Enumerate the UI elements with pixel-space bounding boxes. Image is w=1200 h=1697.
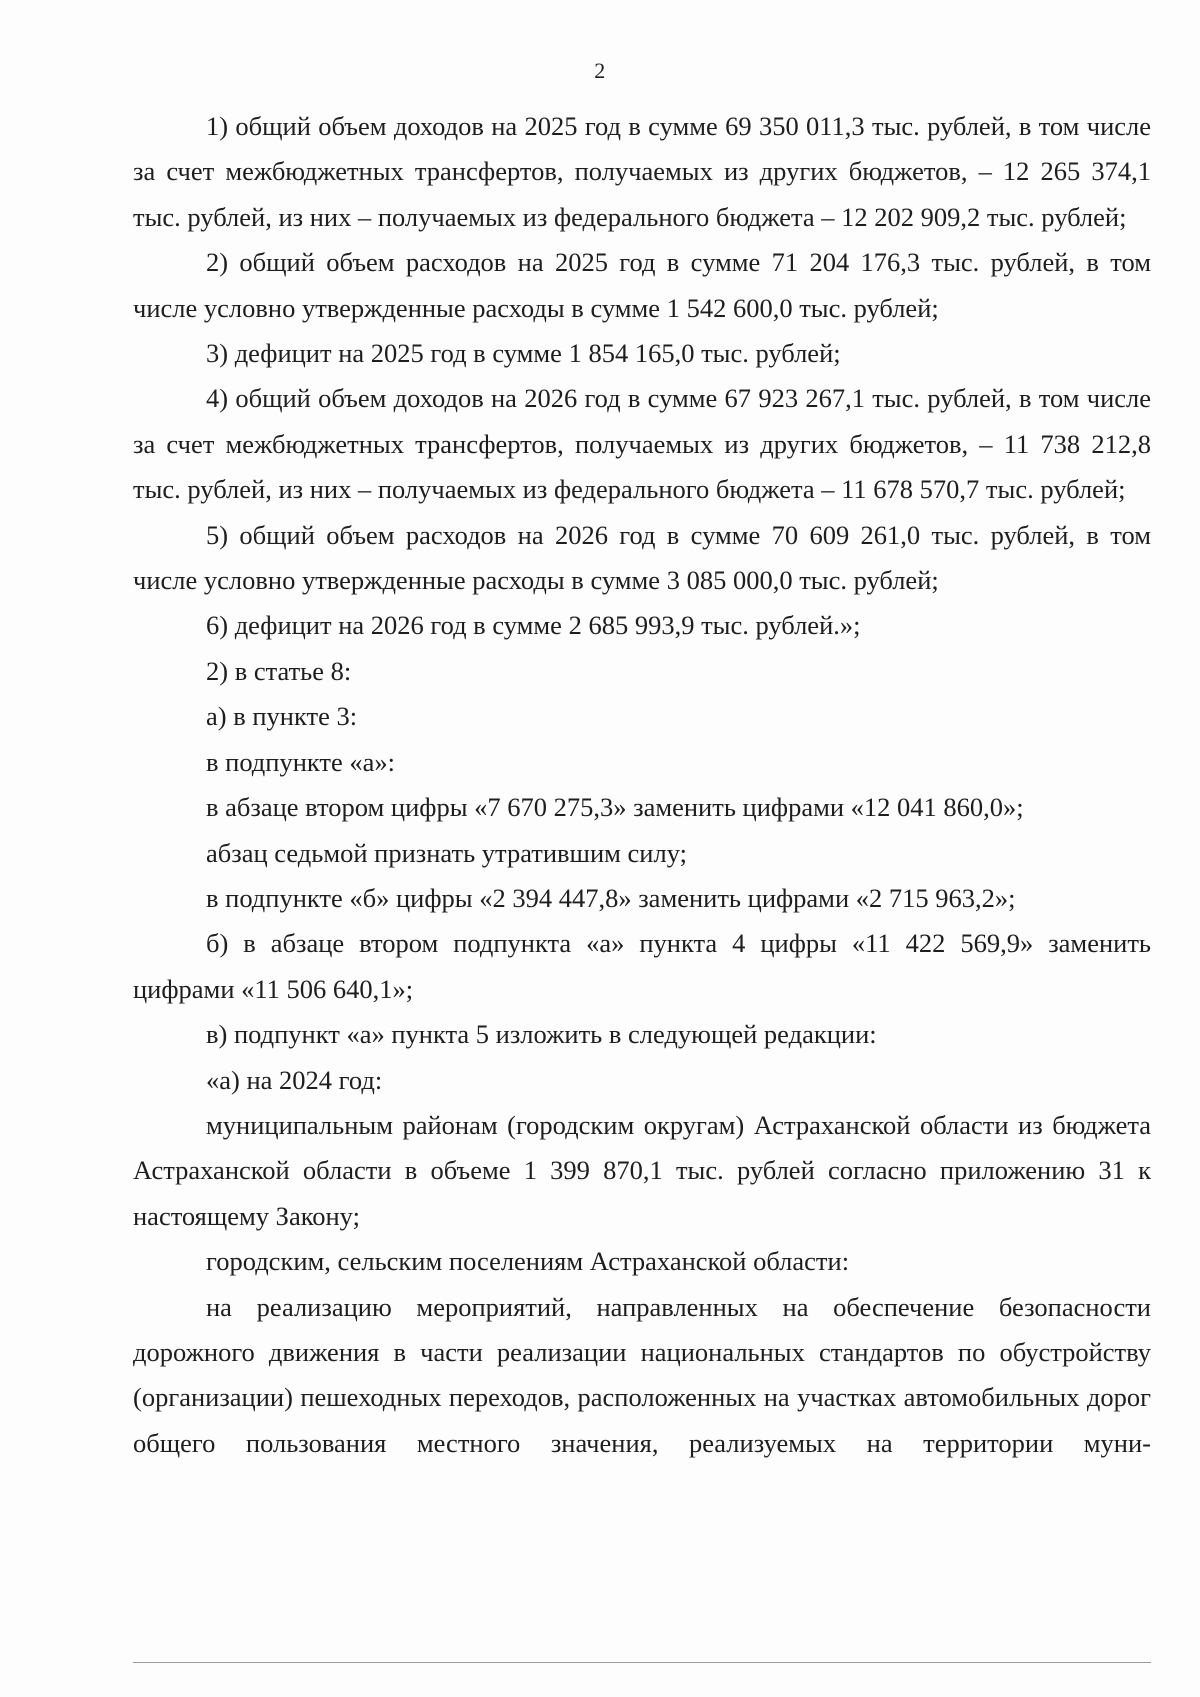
paragraph-4-revenue-2026: 4) общий объем доходов на 2026 год в сумме 67 923 267,1 тыс. рублей, в том числе за счет межбюджетных трансфертов, получаемых из других бюджетов, – 11 738 212,8 тыс. рублей, из них – получаемых из федерального бюджета – 11 678 570,7 тыс. рублей; xyxy=(133,383,1151,505)
paragraph-subpoint-b: в подпункте «б» цифры «2 394 447,8» заменить цифрами «2 715 963,2»; xyxy=(206,882,1016,913)
paragraph-6-deficit-2026: 6) дефицит на 2026 год в сумме 2 685 993,9 тыс. рублей.»; xyxy=(206,610,861,641)
paragraph-article-8: 2) в статье 8: xyxy=(206,655,352,686)
paragraph-point-5: в) подпункт «а» пункта 5 изложить в следующей редакции: xyxy=(206,1019,877,1050)
paragraph-point-3: а) в пункте 3: xyxy=(206,701,358,732)
paragraph-2-expenses-2025: 2) общий объем расходов на 2025 год в сумме 71 204 176,3 тыс. рублей, в том числе условно утвержденные расходы в сумме 1 542 600,0 тыс. рублей; xyxy=(133,247,1151,323)
paragraph-settlements: городским, сельским поселениям Астраханской области: xyxy=(206,1246,850,1277)
page-bottom-rule xyxy=(133,1662,1151,1663)
page-number: 2 xyxy=(594,58,606,83)
paragraph-3-deficit-2025: 3) дефицит на 2025 год в сумме 1 854 165,0 тыс. рублей; xyxy=(206,338,841,369)
paragraph-municipal-districts: муниципальным районам (городским округам) Астраханской области из бюджета Астраханской области в объеме 1 399 870,1 тыс. рублей согласно приложению 31 к настоящему Закону; xyxy=(133,1109,1151,1231)
paragraph-road-safety: на реализацию мероприятий, направленных на обеспечение безопасности дорожного движения в части реализации национальных стандартов по обустройству (организации) пешеходных переходов, расположенных на участках автомобильных дорог общего пользования местного значения, реализуемых на территории муни- xyxy=(133,1291,1151,1458)
paragraph-second-abzac: в абзаце втором цифры «7 670 275,3» заменить цифрами «12 041 860,0»; xyxy=(206,792,1024,823)
paragraph-seventh-abzac: абзац седьмой признать утратившим силу; xyxy=(206,837,687,868)
paragraph-5-expenses-2026: 5) общий объем расходов на 2026 год в сумме 70 609 261,0 тыс. рублей, в том числе условно утвержденные расходы в сумме 3 085 000,0 тыс. рублей; xyxy=(133,519,1151,596)
document-body xyxy=(133,104,1151,1466)
paragraph-1-revenue-2025: 1) общий объем доходов на 2025 год в сумме 69 350 011,3 тыс. рублей, в том числе за счет межбюджетных трансфертов, получаемых из других бюджетов, – 12 265 374,1 тыс. рублей, из них – получаемых из федерального бюджета – 12 202 909,2 тыс. рублей; xyxy=(133,111,1151,232)
paragraph-subpoint-a: в подпункте «а»: xyxy=(206,746,396,777)
paragraph-point-4: б) в абзаце втором подпункта «а» пункта 4 цифры «11 422 569,9» заменить цифрами «11 506 640,1»; xyxy=(133,928,1151,1004)
paragraph-year-2024: «а) на 2024 год: xyxy=(206,1064,383,1095)
